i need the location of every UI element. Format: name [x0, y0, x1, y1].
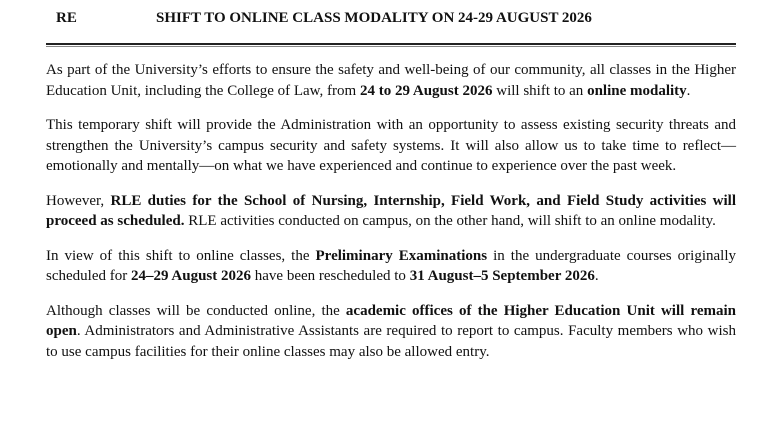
paragraph-purpose	[46, 115, 736, 177]
text-span: As part of the University’s efforts to ensure the safety and well-being of our community, all classes in the Higher Education Unit, including the College of Law, from	[46, 62, 736, 99]
text-span: in the undergraduate courses originally scheduled for	[46, 247, 736, 284]
header-divider	[46, 43, 736, 47]
rle-highlight: RLE duties for the School of Nursing, Internship, Field Work, and Field Study activities will proceed as scheduled.	[46, 192, 737, 229]
paragraph-prelim-exams	[46, 246, 736, 287]
text-span: have been rescheduled to	[251, 268, 410, 284]
paragraph-offices-open	[46, 301, 736, 363]
memo-subject-title: SHIFT TO ONLINE CLASS MODALITY ON 24-29 AUGUST 2026	[156, 10, 592, 26]
text-span: This temporary shift will provide the Administration with an opportunity to assess existing security threats and strengthen the University’s campus security and safety systems. It will also allow us to take time to reflect—emotionally and mentally—on what we have experienced and continue to experience over the past week.	[46, 117, 736, 174]
exam-highlight: Preliminary Examinations	[315, 247, 488, 264]
text-span: However,	[46, 192, 111, 209]
text-span: will shift to an	[492, 82, 588, 99]
text-span: . Administrators and Administrative Assistants are required to report to campus. Faculty members who wish to use campus facilities for their online classes may also be allowed entry.	[46, 323, 736, 360]
new-date-highlight: 31 August–5 September 2026	[409, 268, 595, 284]
text-span: .	[686, 82, 691, 99]
text-span: Although classes will be conducted online, the	[46, 302, 346, 319]
memo-header	[46, 6, 734, 28]
text-span: .	[594, 268, 599, 284]
paragraph-rle-duties	[46, 191, 736, 232]
memo-body	[46, 60, 736, 376]
offices-highlight: academic offices of the Higher Education Unit will remain open	[46, 302, 736, 339]
text-span: RLE activities conducted on campus, on the other hand, will shift to an online modality.	[184, 213, 716, 229]
text-span: In view of this shift to online classes, the	[46, 247, 316, 264]
original-date-highlight: 24–29 August 2026	[130, 268, 251, 284]
paragraph-online-shift	[46, 60, 736, 101]
date-range-highlight: 24 to 29 August 2026	[359, 82, 493, 99]
re-label: RE	[56, 10, 77, 26]
modality-highlight: online modality	[587, 82, 687, 99]
